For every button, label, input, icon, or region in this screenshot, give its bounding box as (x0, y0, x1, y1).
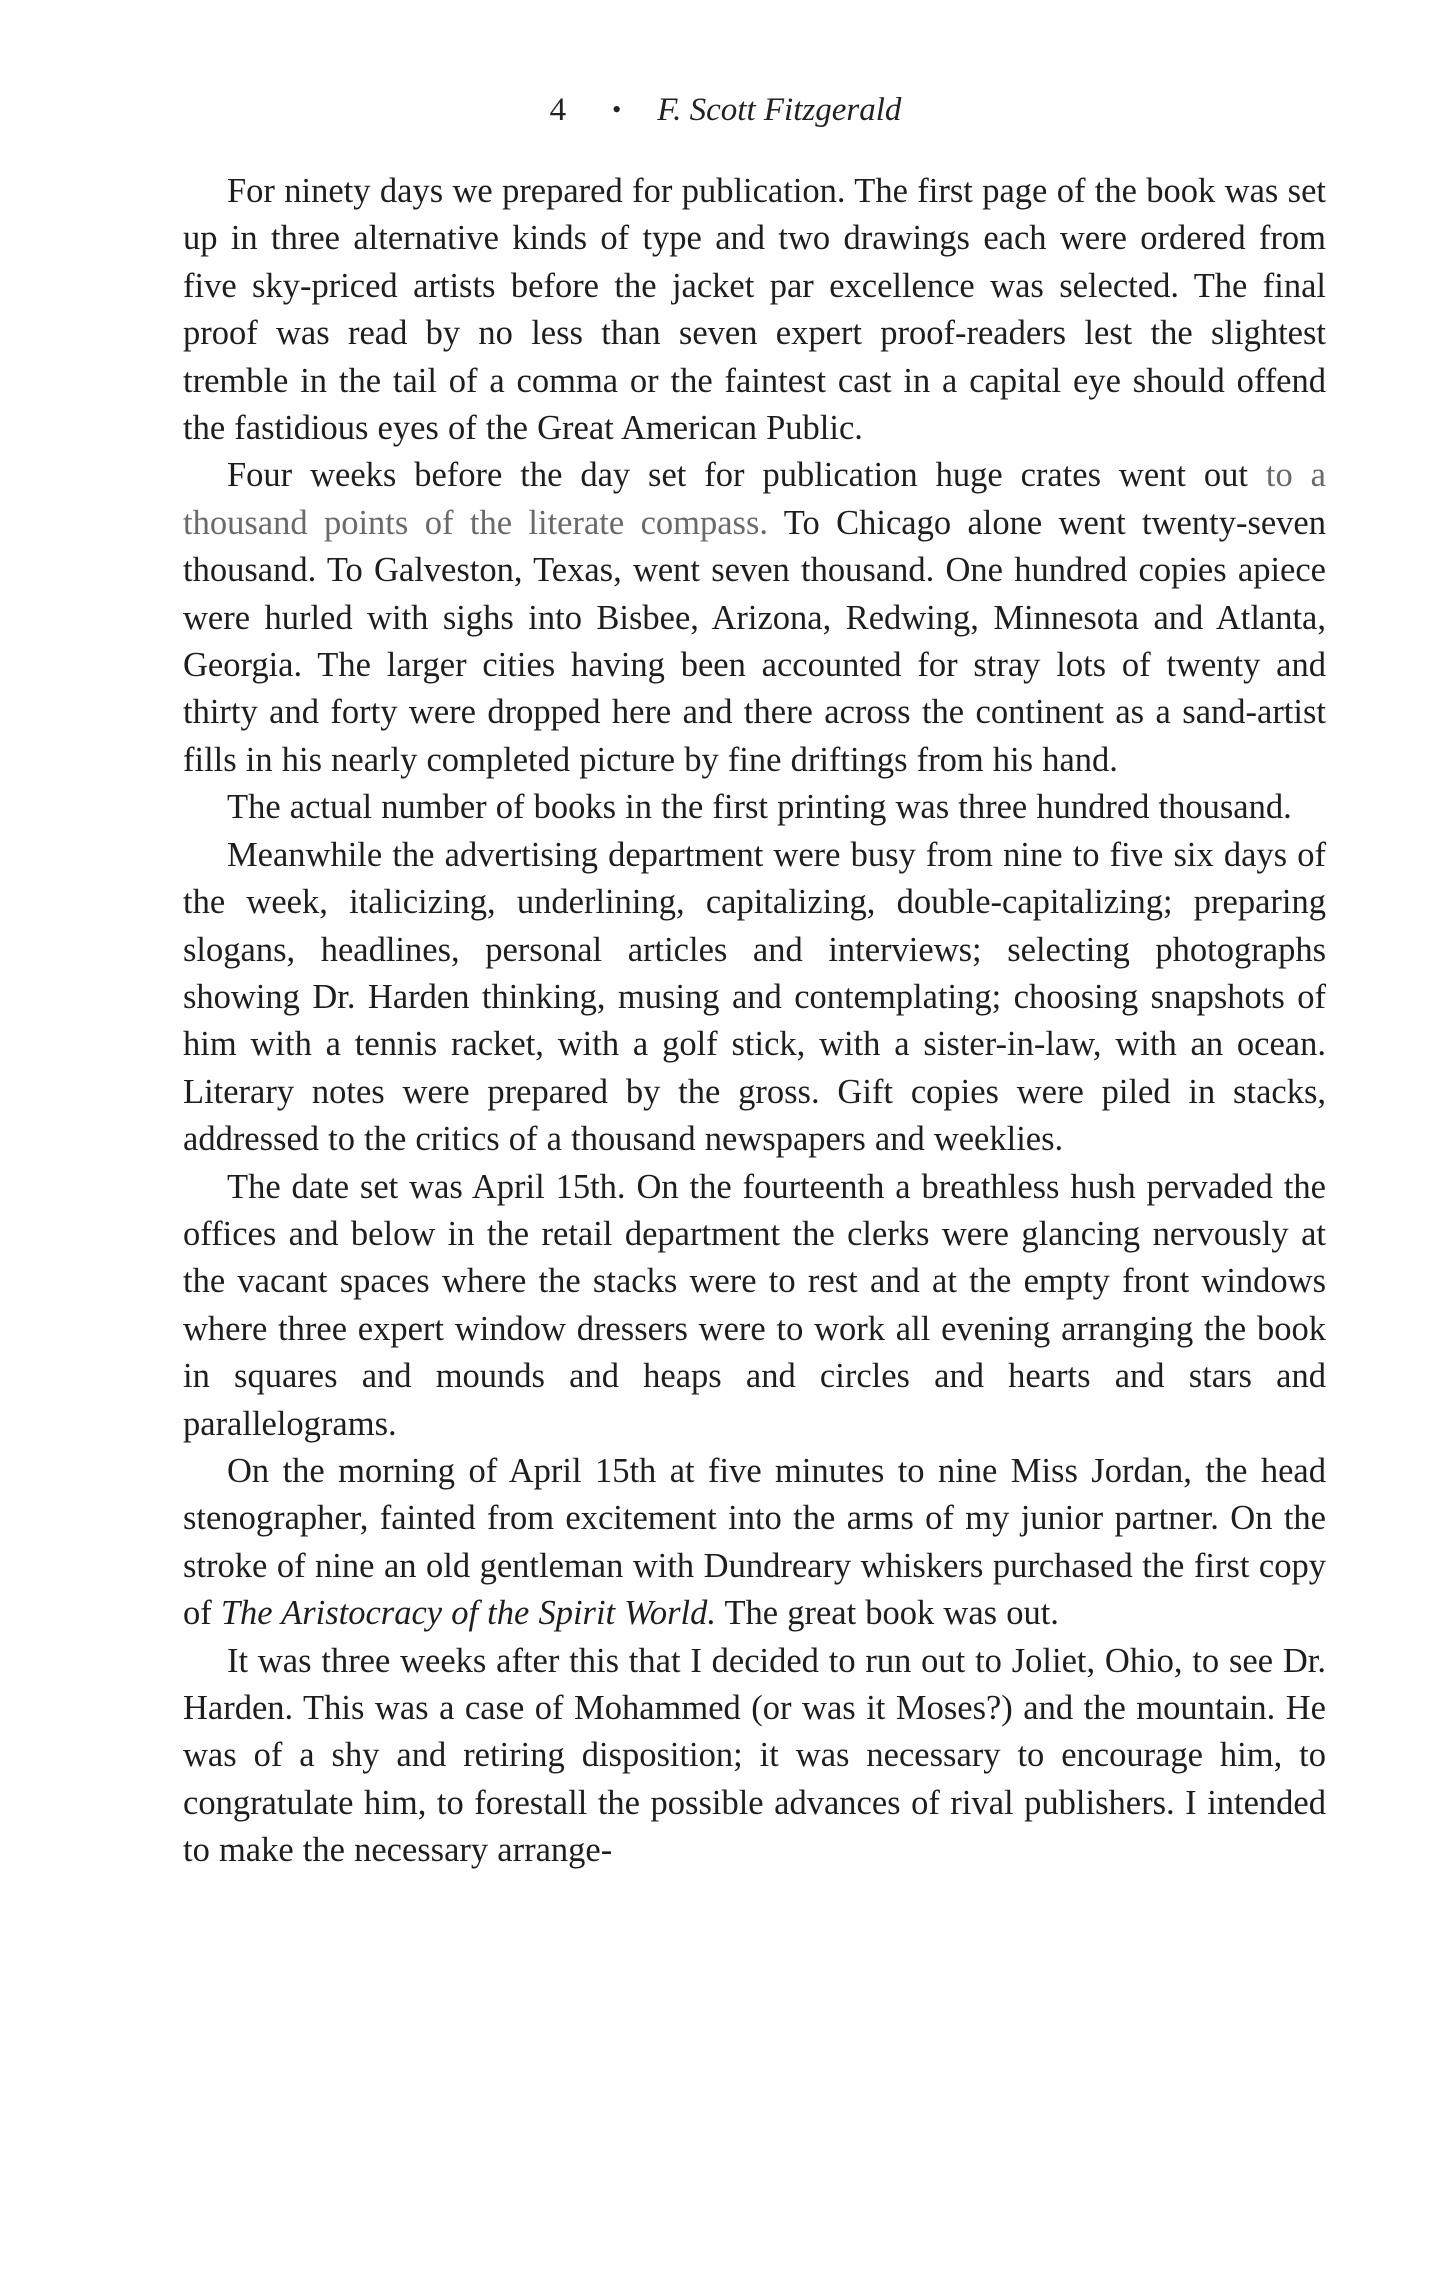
faded-text: to a thousand points of the literate compass. (183, 456, 1326, 542)
book-title: The Aristocracy of the Spirit World. (220, 1594, 716, 1633)
paragraph (183, 452, 1326, 784)
page-number: 4 (549, 92, 567, 128)
running-head (0, 86, 1451, 134)
paragraph-text: Four weeks before the day set for publication huge crates went out (227, 456, 1266, 495)
paragraph-text: To Chicago alone went twenty-seven thousand. To Galveston, Texas, went seven thousand. One hundred copies apiece were hurled with sighs into Bisbee, Arizona, Redwing, Minnesota and Atlanta, Georgia. The larger cities having been accounted for stray lots of twenty and thirty and forty were dropped here and there across the continent as a sand-artist fills in his nearly completed picture by fine driftings from his hand. (183, 503, 1326, 779)
paragraph-text: On the morning of April 15th at five minutes to nine Miss Jordan, the head stenographer, fainted from excitement into the arms of my junior partner. On the stroke of nine an old gentleman with Dundreary whiskers purchased the first copy of (183, 1451, 1326, 1633)
body-text (183, 168, 1326, 1875)
paragraph: It was three weeks after this that I decided to run out to Joliet, Ohio, to see Dr. Harden. This was a case of Mohammed (or was it Moses?) and the mountain. He was of a shy and retiring disposition; it was necessary to encourage him, to congratulate him, to forestall the possible advances of rival publishers. I intended to make the necessary arrange- (183, 1641, 1326, 1870)
paragraph-text: The great book was out. (715, 1594, 1059, 1633)
paragraph: For ninety days we prepared for publication. The first page of the book was set up in three alternative kinds of type and two drawings each were ordered from five sky-priced artists before the jacket par excellence was selected. The final proof was read by no less than seven expert proof-readers lest the slightest tremble in the tail of a comma or the faintest cast in a capital eye should offend the fastidious eyes of the Great American Public. (183, 172, 1326, 448)
paragraph: The actual number of books in the first printing was three hundred thousand. (227, 788, 1292, 827)
separator-bullet-icon: • (612, 95, 622, 124)
author-name: F. Scott Fitzgerald (657, 92, 902, 128)
paragraph: The date set was April 15th. On the fourteenth a breathless hush pervaded the offices and below in the retail department the clerks were glancing nervously at the vacant spaces where the stacks were to rest and at the empty front windows where three expert window dressers were to work all evening arranging the book in squares and mounds and heaps and circles and hearts and stars and parallelograms. (183, 1167, 1326, 1443)
paragraph (183, 1448, 1326, 1638)
paragraph: Meanwhile the advertising department were busy from nine to five six days of the week, italicizing, underlining, capitalizing, double-capitalizing; preparing slogans, headlines, personal articles and interviews; selecting photographs showing Dr. Harden thinking, musing and contemplating; choosing snapshots of him with a tennis racket, with a golf stick, with a sister-in-law, with an ocean. Literary notes were prepared by the gross. Gift copies were piled in stacks, addressed to the critics of a thousand newspapers and weeklies. (183, 835, 1326, 1159)
